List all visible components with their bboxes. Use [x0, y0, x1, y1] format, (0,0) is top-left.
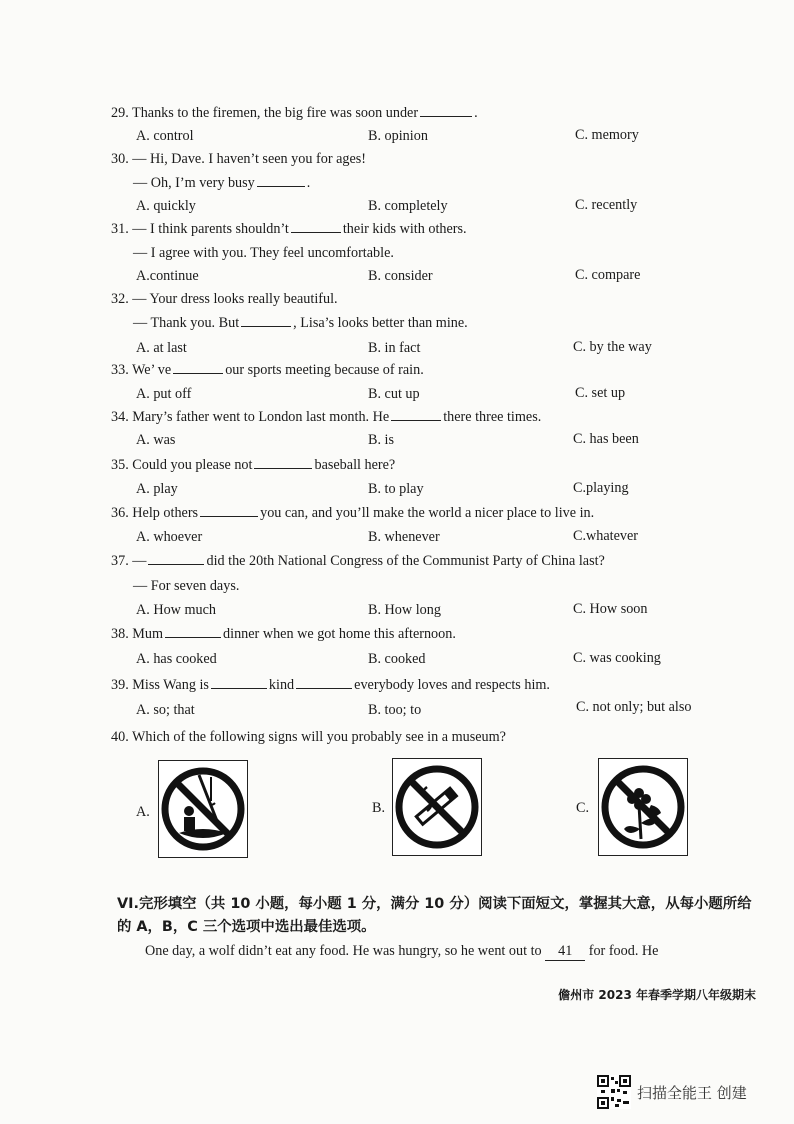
option-a: A. How much — [136, 602, 216, 618]
answer-blank — [148, 552, 204, 565]
option-b: B. cut up — [368, 386, 420, 402]
answer-blank — [420, 104, 472, 117]
no-fishing-sign-icon — [158, 760, 248, 858]
question-37-stem: 37. — did the 20th National Congress of the Communist Party of China last? — [111, 553, 605, 569]
option-c: C.playing — [573, 480, 629, 496]
option-c: C. was cooking — [573, 650, 661, 666]
option-c: C. has been — [573, 431, 639, 447]
section-6-heading: VI.完形填空（共 10 小题，每小题 1 分，满分 10 分）阅读下面短文，掌握其大意，从每小题所给的 A，B，C 三个选项中选出最佳选项。 — [117, 896, 752, 935]
option-b: B. is — [368, 432, 395, 448]
question-33-stem: 33. We’ ve our sports meeting because of rain. — [111, 362, 424, 378]
answer-blank — [291, 220, 341, 233]
option-c: C. memory — [575, 127, 639, 143]
question-30-stem: 30. — Hi, Dave. I haven’t seen you for ages! — [111, 151, 367, 167]
option-a: A. at last — [136, 340, 187, 356]
option-b: B. completely — [368, 198, 448, 214]
question-31-stem: 31. — I think parents shouldn’t their kids with others. — [111, 221, 467, 237]
option-a: A. quickly — [136, 198, 196, 214]
option-c: C. by the way — [573, 339, 652, 355]
option-c: C. not only; but also — [576, 699, 692, 715]
answer-blank — [296, 676, 352, 689]
option-b: B. opinion — [368, 128, 428, 144]
question-36-stem: 36. Help others you can, and you’ll make the world a nicer place to live in. — [111, 505, 595, 521]
option-b: B. too; to — [368, 702, 422, 718]
sign-label-c: C. — [576, 800, 590, 816]
no-picking-flowers-sign-icon — [598, 758, 688, 856]
option-c: C. compare — [575, 267, 641, 283]
option-b: B. in fact — [368, 340, 421, 356]
option-c: C.whatever — [573, 528, 639, 544]
no-smoking-sign-icon — [392, 758, 482, 856]
answer-blank — [173, 361, 223, 374]
answer-blank — [391, 408, 441, 421]
option-a: A.continue — [136, 268, 199, 284]
sign-label-a: A. — [136, 804, 150, 820]
option-b: B. whenever — [368, 529, 440, 545]
question-30-line2: — Oh, I’m very busy . — [133, 175, 311, 191]
option-c: C. How soon — [573, 601, 648, 617]
scanner-watermark — [597, 1075, 747, 1109]
question-35-stem: 35. Could you please not baseball here? — [111, 457, 396, 473]
answer-blank — [257, 174, 305, 187]
option-b: B. cooked — [368, 651, 426, 667]
option-a: A. play — [136, 481, 178, 497]
answer-blank — [165, 625, 221, 638]
option-c: C. set up — [575, 385, 626, 401]
passage-line: One day, a wolf didn’t eat any food. He was hungry, so he went out to 41 for food. He — [145, 943, 659, 959]
qr-code-icon — [597, 1075, 631, 1109]
watermark-text: 扫描全能王 创建 — [637, 1083, 747, 1102]
question-40-stem: 40. Which of the following signs will you probably see in a museum? — [111, 729, 506, 745]
answer-blank — [254, 456, 312, 469]
question-31-line2: — I agree with you. They feel uncomfortable. — [133, 245, 394, 261]
answer-blank — [241, 314, 291, 327]
option-b: B. How long — [368, 602, 441, 618]
option-a: A. put off — [136, 386, 192, 402]
question-39-stem: 39. Miss Wang is kind everybody loves and respects him. — [111, 677, 550, 693]
exam-footer: 儋州市 2023 年春季学期八年级期末 — [558, 988, 756, 1002]
question-37-line2: — For seven days. — [133, 578, 240, 594]
question-32-line2: — Thank you. But , Lisa’s looks better than mine. — [133, 315, 468, 331]
question-29-stem: 29. Thanks to the firemen, the big fire was soon under . — [111, 105, 478, 121]
question-number: 29. — [111, 105, 129, 121]
question-34-stem: 34. Mary’s father went to London last month. He there three times. — [111, 409, 542, 425]
option-a: A. has cooked — [136, 651, 217, 667]
question-38-stem: 38. Mum dinner when we got home this afternoon. — [111, 626, 456, 642]
option-a: A. so; that — [136, 702, 195, 718]
option-c: C. recently — [575, 197, 638, 213]
blank-41: 41 — [545, 942, 585, 961]
answer-blank — [200, 504, 258, 517]
option-a: A. control — [136, 128, 194, 144]
answer-blank — [211, 676, 267, 689]
sign-label-b: B. — [372, 800, 386, 816]
option-b: B. to play — [368, 481, 424, 497]
question-32-stem: 32. — Your dress looks really beautiful. — [111, 291, 338, 307]
option-a: A. whoever — [136, 529, 203, 545]
option-a: A. was — [136, 432, 176, 448]
option-b: B. consider — [368, 268, 433, 284]
